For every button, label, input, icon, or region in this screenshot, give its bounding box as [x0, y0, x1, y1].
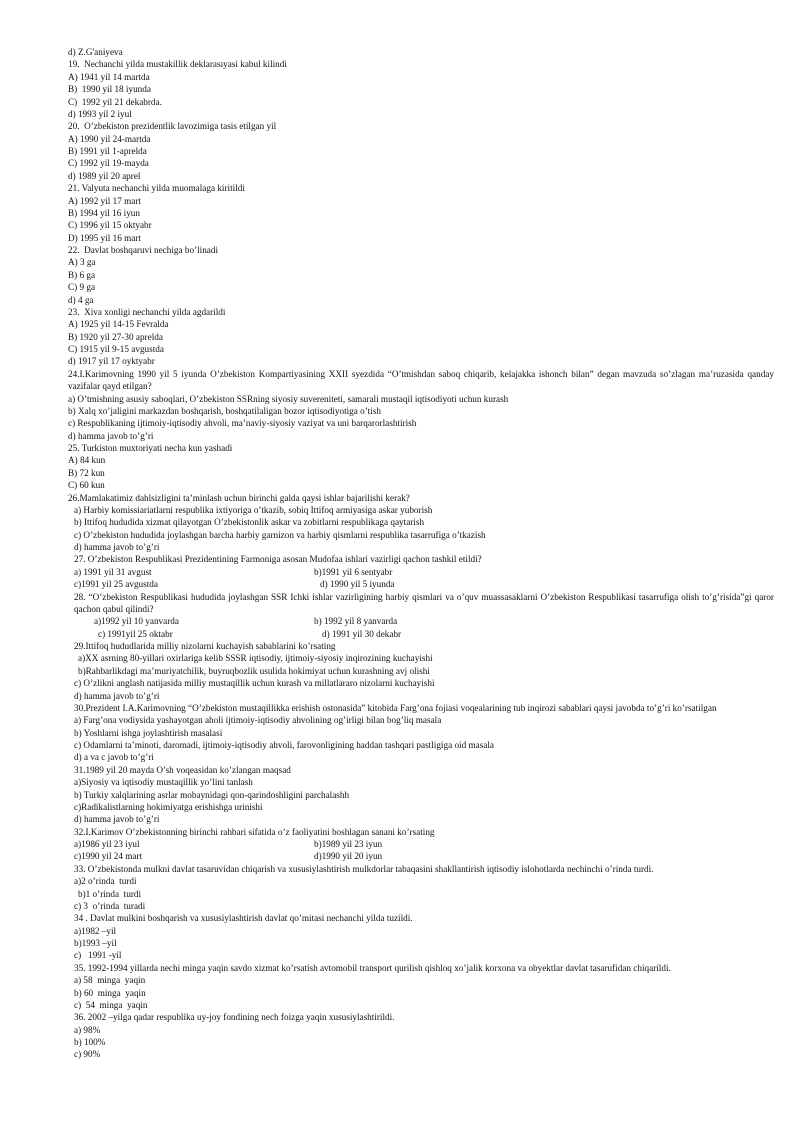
answer-option: a)1992 yil 10 yanvarda: [94, 616, 179, 627]
answer-option: B) 1990 yil 18 iyunda: [68, 84, 151, 95]
answer-option: c) 90%: [74, 1049, 101, 1060]
answer-option: C) 1915 yil 9-15 avgustda: [68, 344, 164, 354]
answer-option: d)1990 yil 20 iyun: [314, 851, 383, 862]
answer-option: b) 1992 yil 8 yanvarda: [314, 616, 398, 627]
question-31: 31.1989 yil 20 mayda O’sh voqeasidan ko’zlangan maqsad: [74, 764, 291, 775]
answer-option: d) hamma javob to’g’ri: [74, 542, 160, 552]
answer-option: a) 58 minga yaqin: [74, 975, 146, 986]
question-30: 30.Prezident I.A.Karimovning “O’zbekiston mustaqillikka erishish ostonasida” kitobida Farg’ona fojiasi voqealarining tub inqirozi sabablari qaysi javobda to’g’ri ko’rsatilgan: [74, 702, 717, 713]
answer-option: c)Radikalistlarning hokimiyatga erishishga urinishi: [74, 801, 263, 812]
answer-option: b) Yoshlarni ishga joylashtirish masalasi: [74, 727, 223, 738]
question-35: 35. 1992-1994 yillarda nechi minga yaqin savdo xizmat ko’rsatish avtomobil transport qurilish qishloq xo’jalik korxona va obyektlar davlat tasarufidan chiqarildi.: [74, 962, 671, 973]
question-36: 36. 2002 –yilga qadar respublika uy-joy fondining nech foizga yaqin xususiylashtirildi.: [74, 1012, 395, 1023]
answer-option: A) 3 ga: [68, 257, 96, 268]
answer-option: d) hamma javob to’g’ri: [74, 690, 160, 701]
question-34: 34 . Davlat mulkini boshqarish va xususiylashtirish davlat qo’mitasi nechanchi yilda tuzildi.: [74, 913, 413, 924]
answer-option: c) O’zlikni anglash natijasida milliy mustaqillik uchun kurash va millatlararo nizolarni kuchayishi: [74, 678, 435, 689]
answer-option: d) 1993 yil 2 iyul: [68, 108, 132, 119]
answer-option: a) 1991 yil 31 avgust: [74, 566, 152, 577]
question-19: 19. Nechanchi yilda mustakillik deklarasıyasi kabul kilindi: [68, 59, 287, 70]
question-22: 22. Davlat boshqaruvi nechiga bo’linadi: [68, 245, 219, 255]
answer-option: b) Xalq xo’jaligini markazdan boshqarish, boshqatilaligan bozor iqtisodiyotiga o’tish: [68, 405, 381, 416]
question-25: 25. Turkiston muxtoriyati necha kun yashadi: [68, 443, 233, 453]
answer-option: C) 1992 yil 21 dekabrda.: [68, 96, 162, 107]
answer-row: [68, 578, 774, 590]
answer-option: c) O’zbekiston hududida joylashgan barcha harbiy garnizon va harbiy qismlarni respublika tasarrufiga o’tkazish: [74, 529, 486, 540]
answer-option: b) Ittifoq hududida xizmat qilayotgan O’zbekistonlik askar va zobitlarni respublikaga qaytarish: [74, 517, 425, 528]
answer-option: d) hamma javob to’g’ri: [68, 430, 154, 441]
question-20: 20. O’zbekiston prezidentlik lavozimiga tasis etilgan yil: [68, 121, 277, 132]
answer-option: d) 1989 yil 20 aprel: [68, 170, 141, 181]
answer-option: a) Farg’ona vodiysida yashayotgan aholi ijtimoiy-iqtisodiy ahvolining og’irligi bilan bog’liq masala: [74, 715, 442, 726]
answer-option: d) 1991 yil 30 dekabr: [322, 628, 402, 639]
answer-option: d) 4 ga: [68, 294, 94, 305]
answer-option: C) 9 ga: [68, 282, 96, 293]
question-32: 32.I.Karimov O’zbekistonning birinchi rahbari sifatida o’z faoliyatini boshlagan sanani ko’rsating: [74, 826, 435, 837]
question-33: 33. O’zbekistonda mulkni davlat tasaruvidan chiqarish va xususiylashtirish mulkdorlar tabaqasini shakllantirish iqtisodiy islohotlarda nechinchi o’rinda turdi.: [74, 863, 654, 874]
answer-option: c)1990 yil 24 mart: [74, 851, 143, 862]
answer-row: [68, 850, 774, 862]
answer-row: [68, 838, 774, 850]
answer-option: b)1 o’rinda turdi: [78, 888, 142, 899]
answer-option: B) 1994 yil 16 iyun: [68, 207, 140, 218]
answer-option: A) 1941 yil 14 martda: [68, 71, 150, 82]
answer-option: b) 100%: [74, 1037, 106, 1047]
answer-row: [68, 566, 774, 578]
question-28: 28. “O’zbekiston Respublikasi hududida joylashgan SSR Ichki ishlar vazirligining harbiy qismlari va o’quv muassasaklarni O’zbekiston Respublikasi tasarrufiga olish to’g’risida”gi qaror qachon qabul qilindi?: [74, 591, 774, 614]
answer-option: d) 1990 yil 5 iyunda: [320, 579, 395, 590]
answer-option: c) 1991 -yil: [74, 950, 122, 961]
answer-option: c) 3 o’rinda turadi: [74, 900, 146, 911]
answer-option: A) 1992 yil 17 mart: [68, 195, 141, 206]
answer-option: C) 1992 yil 19-mayda: [68, 158, 149, 169]
answer-option: a)XX asrning 80-yillari oxirlariga kelib SSSR iqtisodiy, ijtimoiy-siyosiy inqirozining kuchayishi: [78, 653, 433, 664]
answer-option: a)1986 yil 23 iyul: [74, 839, 140, 849]
answer-option: d) hamma javob to’g’ri: [74, 814, 160, 825]
answer-option: C) 60 kun: [68, 480, 105, 491]
question-23: 23. Xiva xonligi nechanchi yilda agdarildi: [68, 306, 226, 317]
answer-option: B) 6 ga: [68, 269, 96, 280]
answer-option: b)Rahbarlikdagi ma’muriyatchilik, buyruqbozlik usulida hokimiyat uchun kurashning avj olishi: [78, 665, 430, 676]
answer-option: c) Respublikaning ijtimoiy-iqtisodiy ahvoli, ma’naviy-siyosiy vaziyat va uni barqarorlashtirish: [68, 418, 417, 429]
answer-option: B) 1991 yil 1-aprelda: [68, 146, 147, 156]
answer-option: b) Turkiy xalqlarining asrlar mobaynidagi qon-qarindoshligini parchalashh: [74, 789, 350, 800]
answer-option: a)1982 –yil: [74, 925, 117, 936]
answer-option: B) 72 kun: [68, 467, 105, 478]
answer-row: [68, 615, 774, 627]
answer-option: C) 1996 yil 15 oktyabr: [68, 220, 152, 231]
answer-option: b)1993 –yil: [74, 938, 117, 948]
question-29: 29.Ittifoq hududlarida milliy nizolarni kuchayish sabablarini ko’rsating: [74, 641, 336, 651]
answer-option: c)1991 yil 25 avgustda: [74, 579, 158, 590]
answer-option: a)Siyosiy va iqtisodiy mustaqillik yo’lini tanlash: [74, 777, 253, 788]
answer-option: A) 84 kun: [68, 455, 106, 466]
answer-option: A) 1990 yil 24-martda: [68, 133, 151, 144]
answer-option: B) 1920 yil 27-30 aprelda: [68, 331, 163, 342]
answer-option: d) 1917 yil 17 oyktyabr: [68, 356, 155, 367]
question-27: 27. O’zbekiston Respublikasi Prezidentining Farmoniga asosan Mudofaa ishlari vazirligi qachon tashkil etildi?: [74, 554, 482, 565]
question-24: 24.I.Karimovning 1990 yil 5 iyunda O’zbekiston Kompartiyasining XXII syezdida “O’tmishdan saboq chiqarib, kelajakka ishonch bilan” degan mavzuda so’zlagan ma’ruzasida qanday vazifalar qayd etilgan?: [68, 368, 774, 392]
answer-option: c) 54 minga yaqin: [74, 999, 148, 1010]
answer-row: [68, 628, 774, 640]
answer-option: a)2 o’rinda turdi: [74, 876, 137, 887]
answer-option: b) 60 minga yaqin: [74, 987, 146, 998]
question-21: 21. Valyuta nechanchi yilda muomalaga kiritildi: [68, 183, 245, 194]
answer-option: c) Odamlarni ta’minoti, daromadi, ijtimoiy-iqtisodiy ahvoli, farovonligining haddan tashqari pastligiga oid masala: [74, 740, 494, 750]
answer-option: a) Harbiy komissiariatlarni respublika ixtiyoriga o’tkazib, sobiq Ittifoq armiyasiga askar yuborish: [74, 504, 433, 515]
answer-option: b)1991 yil 6 sentyabr: [314, 566, 393, 577]
answer-option: b)1989 yil 23 iyun: [314, 839, 383, 849]
answer-option: D) 1995 yil 16 mart: [68, 232, 141, 243]
answer-option: a) 98%: [74, 1024, 101, 1035]
answer-option: c) 1991yil 25 oktabr: [98, 628, 173, 639]
answer-option: A) 1925 yil 14-15 Fevralda: [68, 319, 169, 330]
text-line: d) Z.G'aniyeva: [68, 47, 123, 57]
answer-option: a) O’tmishning asusiy saboqlari, O’zbekiston SSRning siyosiy suvereniteti, samarali mustaqil iqtisodiyoti uchun kurash: [68, 393, 509, 404]
answer-option: d) a va c javob to’g’ri: [74, 752, 154, 763]
question-26: 26.Mamlakatimiz dahlsizligini ta’minlash uchun birinchi galda qaysi ishlar bajarilishi kerak?: [68, 492, 410, 503]
